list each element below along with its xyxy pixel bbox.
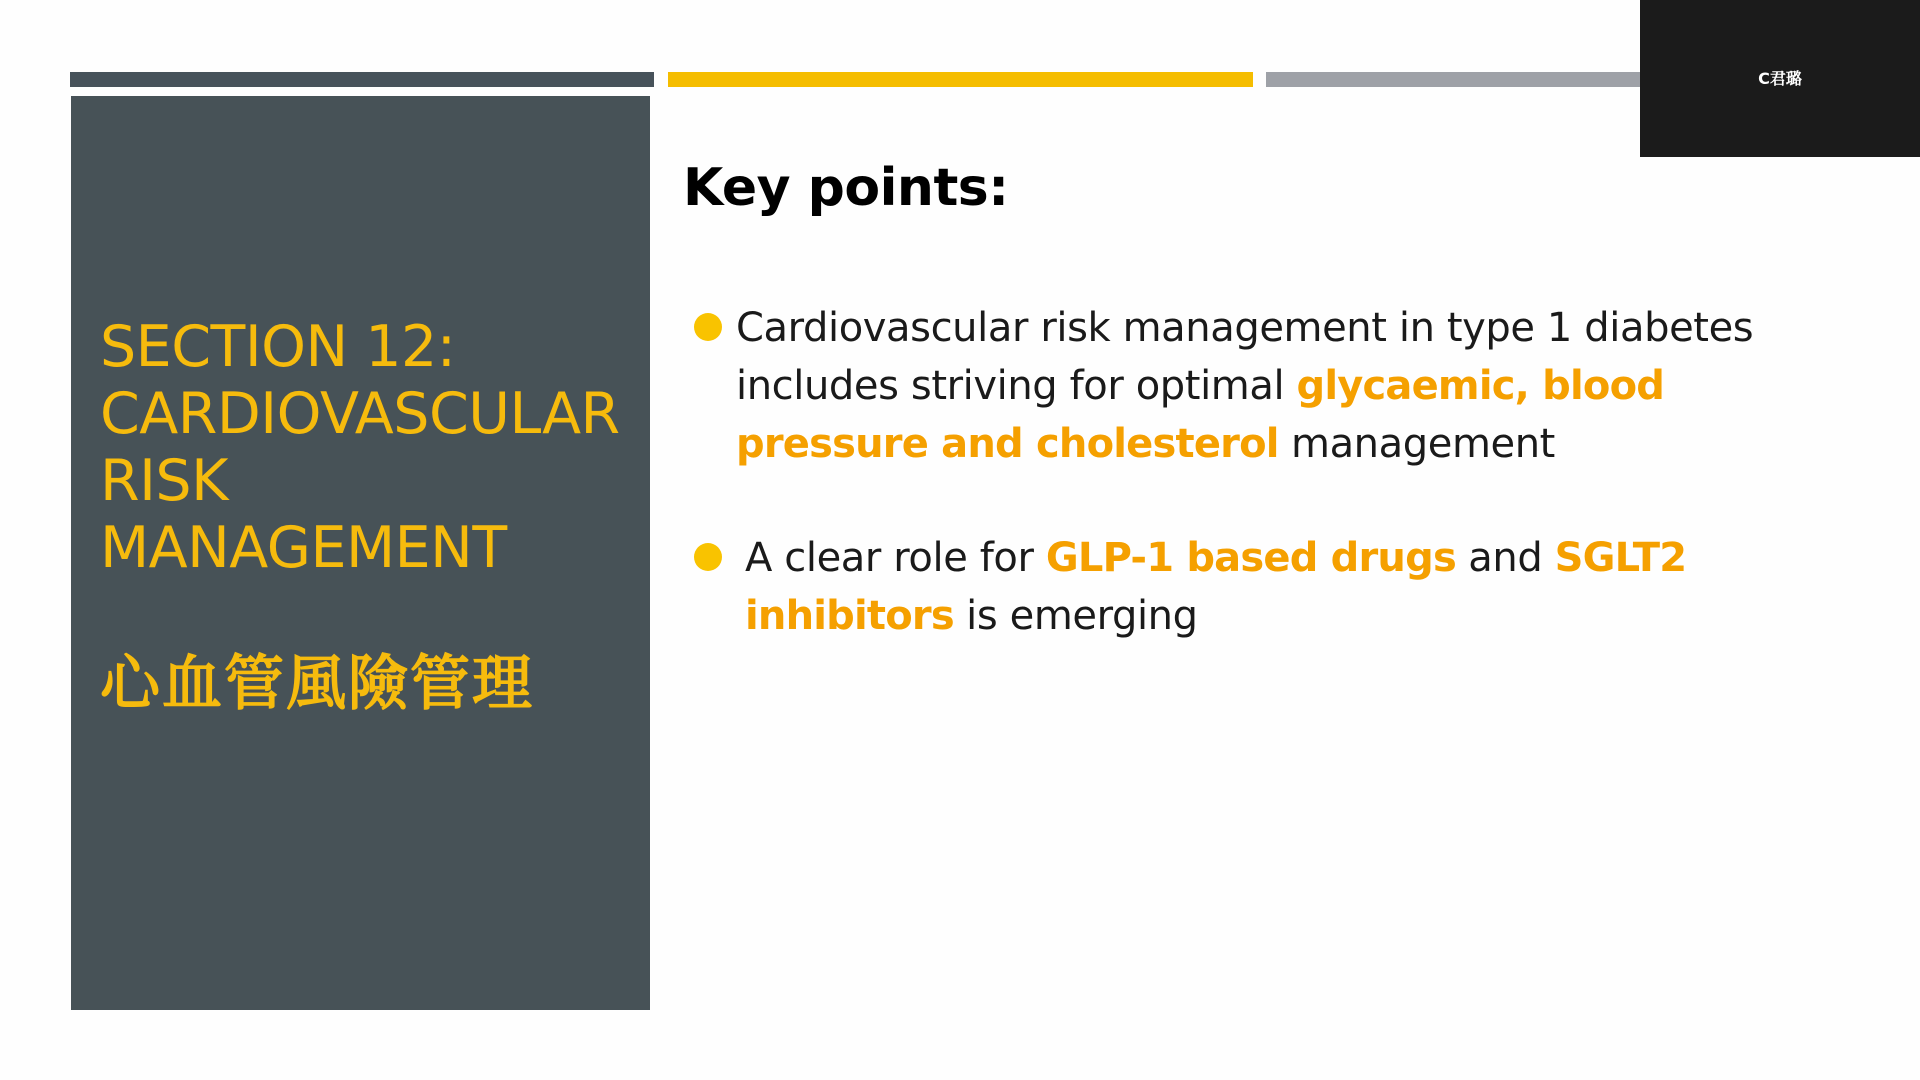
bullet-text: is emerging bbox=[953, 593, 1198, 639]
section-panel bbox=[71, 96, 650, 1010]
section-title-line: RISK bbox=[100, 448, 228, 514]
bullet-point-2 bbox=[745, 529, 1865, 645]
participant-video-tile[interactable] bbox=[1640, 0, 1920, 157]
bullet-text: A clear role for bbox=[745, 535, 1046, 581]
bullet-dot-icon bbox=[694, 543, 722, 571]
bullet-highlight: glycaemic, blood pressure and cholesterol bbox=[736, 363, 1665, 467]
bullet-text: Cardiovascular risk management in type 1 diabetes includes striving for optimal bbox=[736, 305, 1754, 409]
accent-bar-gray bbox=[1266, 72, 1640, 87]
section-title-line: SECTION 12: bbox=[100, 314, 456, 380]
accent-bar-yellow bbox=[668, 72, 1253, 87]
bullet-text: management bbox=[1278, 421, 1555, 467]
section-title bbox=[100, 314, 640, 582]
section-title-chinese: 心血管風險管理 bbox=[100, 649, 534, 719]
key-points-heading: Key points: bbox=[683, 158, 1009, 218]
bullet-dot-icon bbox=[694, 313, 722, 341]
section-title-line: MANAGEMENT bbox=[100, 515, 507, 581]
bullet-point-1 bbox=[736, 299, 1856, 473]
section-title-line: CARDIOVASCULAR bbox=[100, 381, 620, 447]
participant-name: C君璐 bbox=[1758, 69, 1802, 88]
accent-bar-dark bbox=[70, 72, 654, 87]
bullet-text: and bbox=[1455, 535, 1555, 581]
bullet-highlight: GLP-1 based drugs bbox=[1045, 535, 1456, 581]
bullet-highlight: SGLT2 inhibitors bbox=[745, 535, 1687, 639]
